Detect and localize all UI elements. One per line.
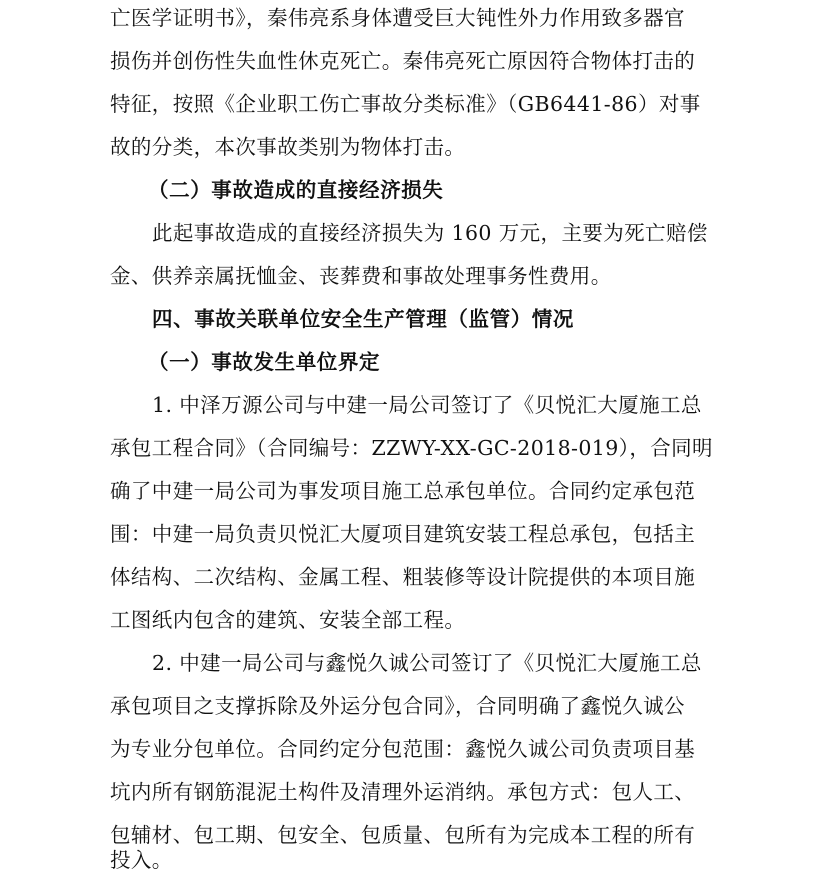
paragraph-line: 损伤并创伤性失血性休克死亡。秦伟亮死亡原因符合物体打击的 bbox=[110, 49, 696, 73]
section-heading: （二）事故造成的直接经济损失 bbox=[148, 178, 444, 202]
paragraph-line: 为专业分包单位。合同约定分包范围：鑫悦久诚公司负责项目基 bbox=[110, 737, 696, 761]
paragraph-line: 确了中建一局公司为事发项目施工总承包单位。合同约定承包范 bbox=[110, 479, 696, 503]
paragraph-line: 金、供养亲属抚恤金、丧葬费和事故处理事务性费用。 bbox=[110, 264, 612, 288]
paragraph-line: 包辅材、包工期、包安全、包质量、包所有为完成本工程的所有 bbox=[110, 823, 696, 847]
paragraph-line: 承包工程合同》（合同编号：ZZWY-XX-GC-2018-019），合同明 bbox=[110, 436, 713, 460]
paragraph-line: 亡医学证明书》，秦伟亮系身体遭受巨大钝性外力作用致多器官 bbox=[110, 6, 685, 30]
paragraph-line: 特征，按照《企业职工伤亡事故分类标准》（GB6441-86）对事 bbox=[110, 92, 701, 116]
paragraph-line: 此起事故造成的直接经济损失为 160 万元，主要为死亡赔偿 bbox=[152, 221, 708, 245]
chapter-heading: 四、事故关联单位安全生产管理（监管）情况 bbox=[152, 307, 574, 331]
paragraph-line: 承包项目之支撑拆除及外运分包合同》，合同明确了鑫悦久诚公 bbox=[110, 694, 685, 718]
paragraph-line: 围：中建一局负责贝悦汇大厦项目建筑安装工程总承包，包括主 bbox=[110, 522, 696, 546]
paragraph-line: 故的分类，本次事故类别为物体打击。 bbox=[110, 135, 466, 159]
paragraph-line: 体结构、二次结构、金属工程、粗装修等设计院提供的本项目施 bbox=[110, 565, 696, 589]
paragraph-line: 2. 中建一局公司与鑫悦久诚公司签订了《贝悦汇大厦施工总 bbox=[152, 651, 702, 675]
paragraph-line: 坑内所有钢筋混泥土构件及清理外运消纳。承包方式：包人工、 bbox=[110, 780, 696, 804]
section-heading: （一）事故发生单位界定 bbox=[148, 350, 381, 374]
paragraph-line: 投入。 bbox=[110, 848, 173, 872]
paragraph-line: 工图纸内包含的建筑、安装全部工程。 bbox=[110, 608, 466, 632]
paragraph-line: 1. 中泽万源公司与中建一局公司签订了《贝悦汇大厦施工总 bbox=[152, 393, 702, 417]
